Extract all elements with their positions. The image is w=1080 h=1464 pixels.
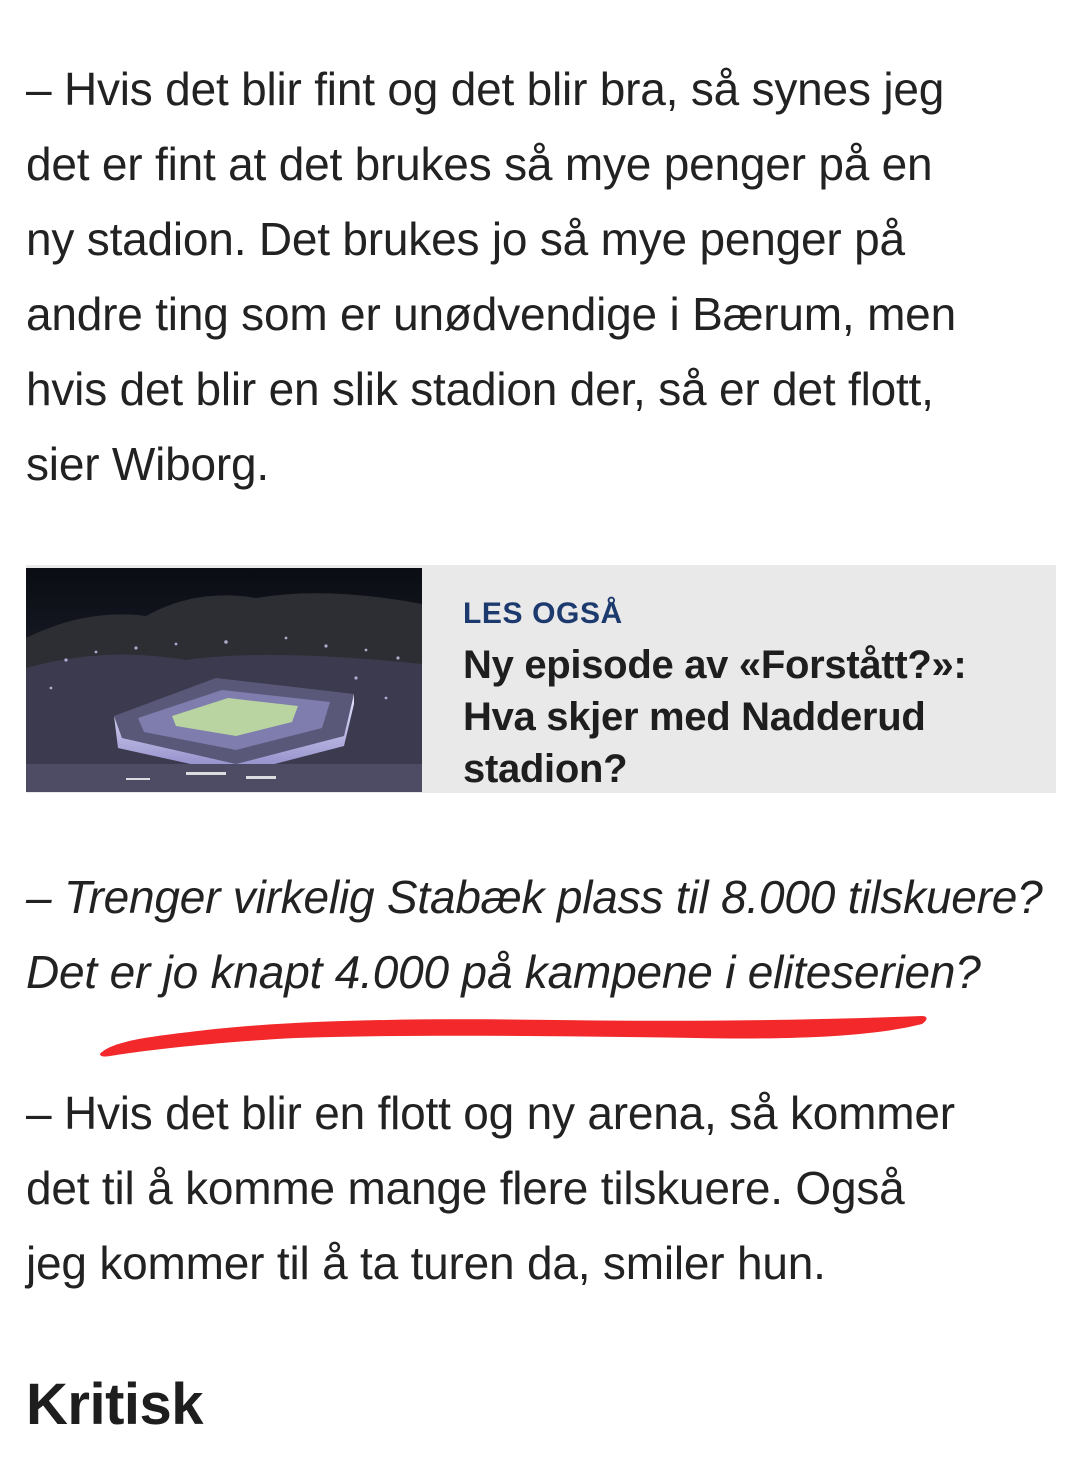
teaser-title[interactable] <box>463 639 1043 795</box>
text-line: ny stadion. Det brukes jo så mye penger på <box>26 213 905 265</box>
text-line: sier Wiborg. <box>26 438 269 490</box>
text-line: andre ting som er unødvendige i Bærum, men <box>26 288 956 340</box>
section-heading: Kritisk <box>26 1372 204 1437</box>
quote-paragraph <box>26 52 1066 502</box>
teaser-title-line: Hva skjer med Nadderud <box>463 695 926 739</box>
teaser-title-line: Ny episode av «Forstått?»: <box>463 643 967 687</box>
text-line: Det er jo knapt 4.000 på kampene i eliteserien? <box>26 946 981 998</box>
text-line: – Hvis det blir fint og det blir bra, så synes jeg <box>26 63 945 115</box>
text-line: – Trenger virkelig Stabæk plass til 8.000 tilskuere? <box>26 871 1043 923</box>
stadium-render-image[interactable] <box>26 568 422 792</box>
text-line: – Hvis det blir en flott og ny arena, så kommer <box>26 1087 955 1139</box>
text-line: det er fint at det brukes så mye penger på en <box>26 138 933 190</box>
teaser-title-line: stadion? <box>463 747 628 791</box>
teaser-text[interactable] <box>463 595 1043 795</box>
interview-question <box>26 860 1066 1010</box>
text-line: jeg kommer til å ta turen da, smiler hun. <box>26 1237 826 1289</box>
teaser-kicker: LES OGSÅ <box>463 597 623 630</box>
answer-paragraph <box>26 1076 1066 1301</box>
text-line: det til å komme mange flere tilskuere. Også <box>26 1162 905 1214</box>
text-line: hvis det blir en slik stadion der, så er det flott, <box>26 363 934 415</box>
red-underline-annotation <box>96 1010 936 1070</box>
related-article-teaser[interactable] <box>26 565 1056 793</box>
